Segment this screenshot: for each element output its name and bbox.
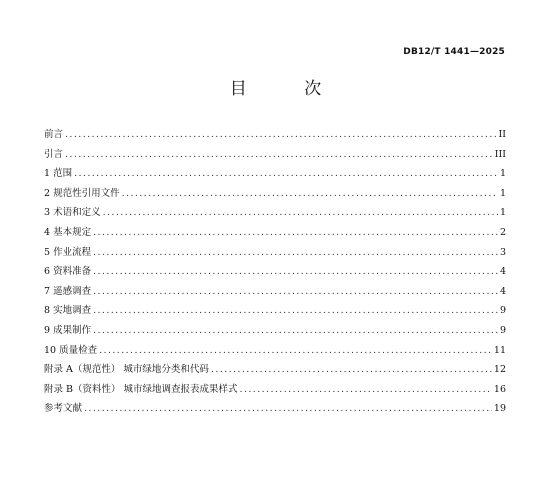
dot-leader [211, 364, 492, 375]
toc-entry-page: 1 [499, 207, 506, 219]
toc-entry[interactable] [44, 165, 506, 185]
toc-entry-label: 3 术语和定义 [44, 207, 101, 219]
toc-entry-page: 1 [499, 187, 506, 199]
toc-entry-label: 引言 [44, 148, 64, 160]
toc-entry[interactable] [44, 244, 506, 264]
toc-entry-page: 9 [499, 324, 506, 336]
toc-entry-page: 1 [499, 168, 506, 180]
dot-leader [84, 403, 492, 414]
dot-leader [240, 384, 492, 395]
toc-entry[interactable] [44, 361, 506, 381]
toc-entry[interactable] [44, 381, 506, 401]
toc-entry[interactable] [44, 263, 506, 283]
toc-entry[interactable] [44, 302, 506, 322]
toc-entry-label: 9 成果制作 [44, 324, 92, 336]
dot-leader [74, 168, 498, 179]
toc-entry-page: 3 [499, 246, 506, 258]
toc-entry-label: 附录 B（资料性） 城市绿地调查报表成果样式 [44, 383, 238, 395]
toc-entry[interactable] [44, 185, 506, 205]
dot-leader [93, 305, 498, 316]
toc-entry-page: III [494, 148, 506, 160]
dot-leader [93, 266, 498, 277]
toc-entry-page: 9 [499, 305, 506, 317]
dot-leader [103, 207, 498, 218]
dot-leader [93, 227, 498, 238]
toc-entry-label: 6 资料准备 [44, 266, 92, 278]
page-title: 目 次 [229, 79, 348, 99]
toc-entry-page: 12 [493, 364, 506, 376]
toc-entry-label: 参考文献 [44, 403, 83, 415]
toc-entry-label: 附录 A（规范性） 城市绿地分类和代码 [44, 364, 209, 376]
dot-leader [122, 188, 498, 199]
dot-leader [99, 345, 492, 356]
toc-entry-page: 4 [499, 266, 506, 278]
toc-entry[interactable] [44, 400, 506, 420]
toc-entry-label: 1 范围 [44, 168, 73, 180]
toc-entry-label: 10 质量检查 [44, 344, 98, 356]
dot-leader [93, 325, 498, 336]
dot-leader [65, 129, 496, 140]
toc-entry-page: 11 [493, 344, 506, 356]
toc-entry[interactable] [44, 224, 506, 244]
toc-entry-page: 2 [499, 226, 506, 238]
toc-entry[interactable] [44, 146, 506, 166]
toc-entry-page: 4 [499, 285, 506, 297]
toc-entry-label: 7 遥感调查 [44, 285, 92, 297]
toc-entry-page: 19 [493, 403, 506, 415]
toc-entry-label: 5 作业流程 [44, 246, 92, 258]
toc-entry-page: 16 [493, 383, 506, 395]
toc-entry-page: II [498, 129, 506, 140]
toc-entry[interactable] [44, 204, 506, 224]
toc-entry-label: 4 基本规定 [44, 226, 92, 238]
toc-entry[interactable] [44, 126, 506, 146]
toc-entry-label: 2 规范性引用文件 [44, 187, 120, 199]
table-of-contents [44, 126, 506, 420]
dot-leader [93, 247, 498, 258]
toc-entry-label: 8 实地调查 [44, 305, 92, 317]
dot-leader [65, 149, 493, 160]
document-code: DB12/T 1441—2025 [403, 47, 505, 57]
dot-leader [93, 286, 498, 297]
toc-entry[interactable] [44, 283, 506, 303]
toc-entry-label: 前言 [44, 129, 64, 140]
toc-entry[interactable] [44, 342, 506, 362]
toc-entry[interactable] [44, 322, 506, 342]
